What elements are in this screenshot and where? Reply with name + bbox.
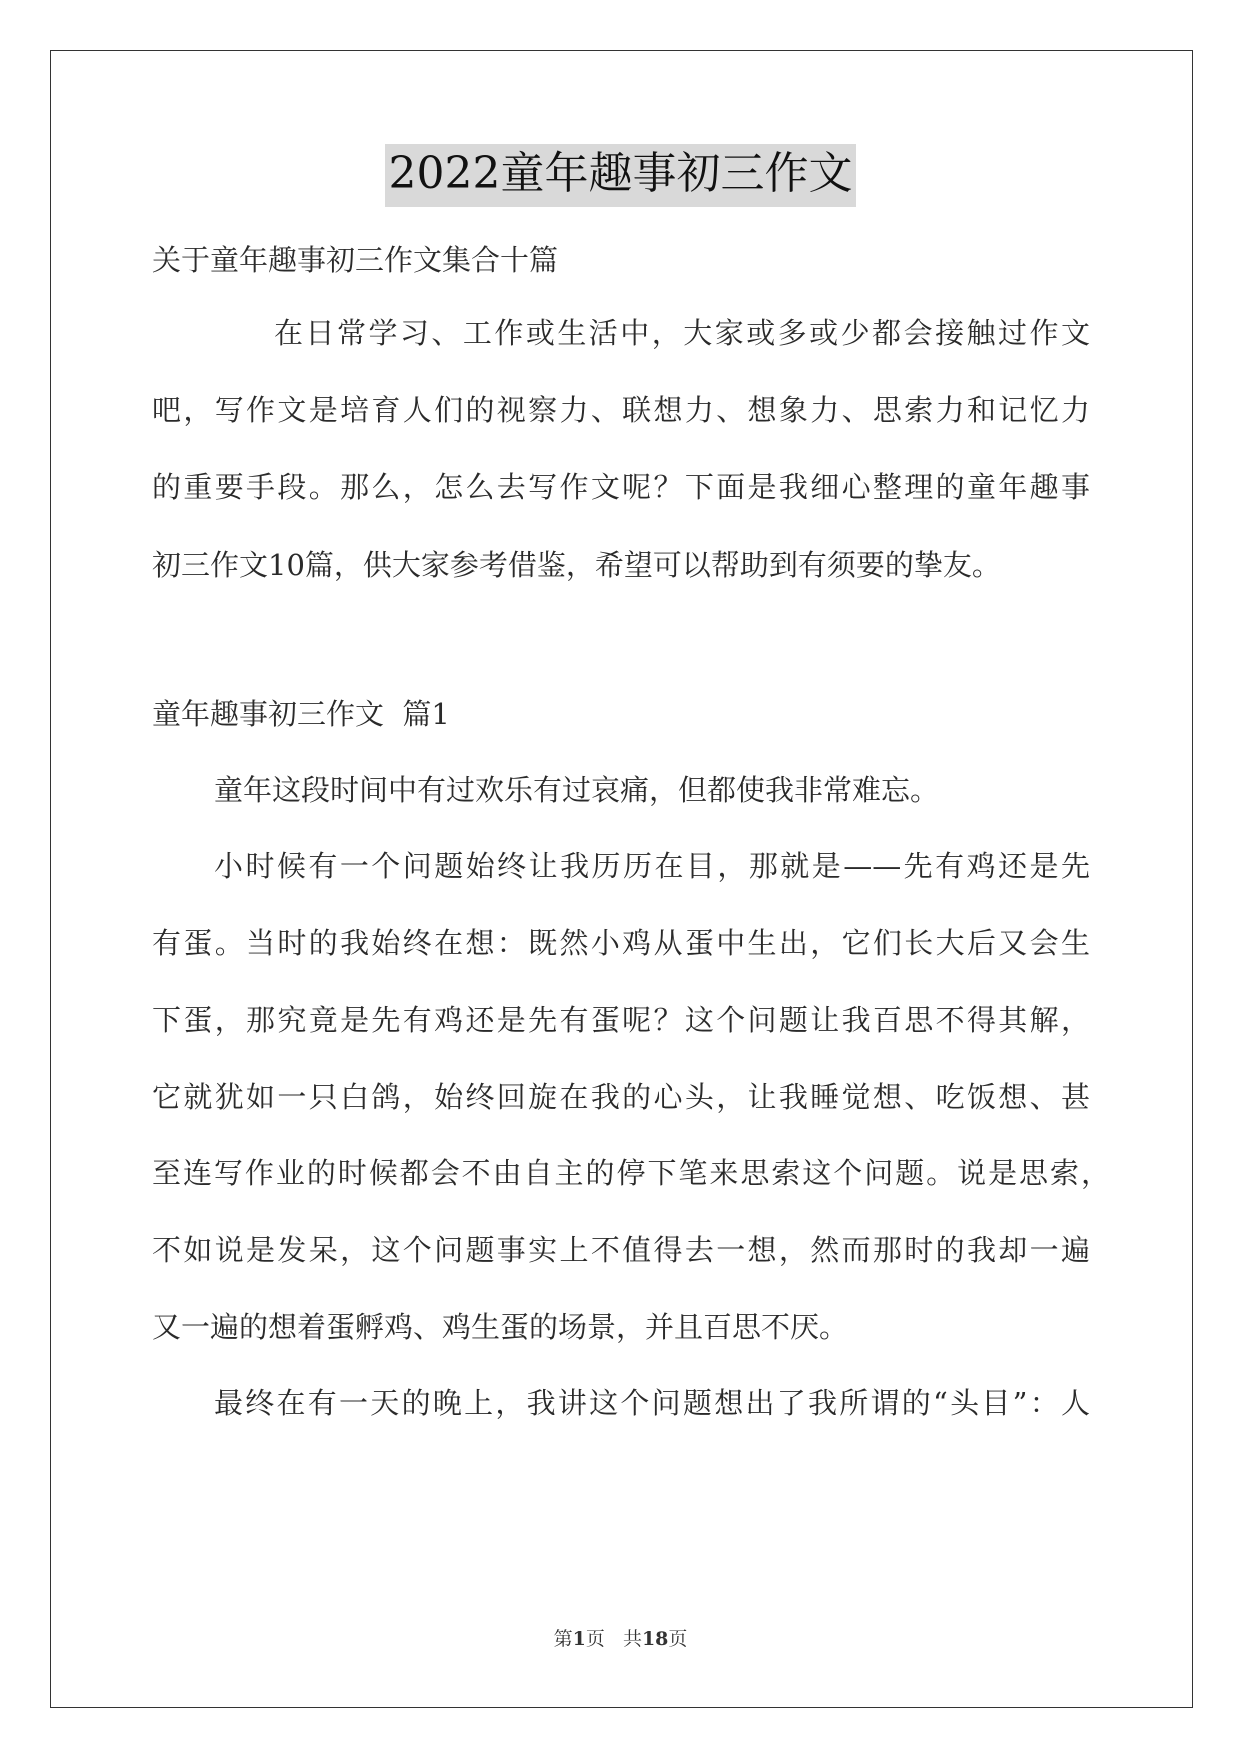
paragraph-line: 又一遍的想着蛋孵鸡、鸡生蛋的场景，并且百思不厌。 xyxy=(152,1310,849,1344)
intro-line: 在日常学习、工作或生活中，大家或多或少都会接触过作文 xyxy=(274,316,1090,350)
paragraph-line: 下蛋，那究竟是先有鸡还是先有蛋呢？这个问题让我百思不得其解， xyxy=(152,1003,1090,1037)
paragraph-line: 有蛋。当时的我始终在想：既然小鸡从蛋中生出，它们长大后又会生 xyxy=(152,926,1090,960)
document-subtitle: 关于童年趣事初三作文集合十篇 xyxy=(152,243,559,277)
paragraph-line: 小时候有一个问题始终让我历历在目，那就是——先有鸡还是先 xyxy=(214,849,1090,883)
page-footer xyxy=(0,1624,1241,1651)
paragraph: 童年这段时间中有过欢乐有过哀痛，但都使我非常难忘。 xyxy=(214,773,940,807)
page-total: 18 xyxy=(641,1628,669,1650)
paragraph-line: 它就犹如一只白鸽，始终回旋在我的心头，让我睡觉想、吃饭想、甚 xyxy=(152,1080,1090,1114)
page-current: 1 xyxy=(572,1628,586,1650)
section-heading: 童年趣事初三作文 篇1 xyxy=(152,697,450,731)
paragraph: 最终在有一天的晚上，我讲这个问题想出了我所谓的“头目”：人 xyxy=(214,1386,1090,1420)
paragraph-line: 不如说是发呆，这个问题事实上不值得去一想，然而那时的我却一遍 xyxy=(152,1233,1090,1267)
page-mid: 页 共 xyxy=(585,1628,642,1650)
intro-line: 吧，写作文是培育人们的视察力、联想力、想象力、思索力和记忆力 xyxy=(152,393,1090,427)
paragraph-line: 至连写作业的时候都会不由自主的停下笔来思索这个问题。说是思索， xyxy=(152,1156,1110,1190)
page-suffix: 页 xyxy=(668,1628,688,1650)
document-title: 2022童年趣事初三作文 xyxy=(0,152,1241,196)
page-prefix: 第 xyxy=(553,1628,573,1650)
intro-line: 初三作文10篇，供大家参考借鉴，希望可以帮助到有须要的挚友。 xyxy=(152,548,1001,582)
intro-line: 的重要手段。那么，怎么去写作文呢？下面是我细心整理的童年趣事 xyxy=(152,470,1090,504)
